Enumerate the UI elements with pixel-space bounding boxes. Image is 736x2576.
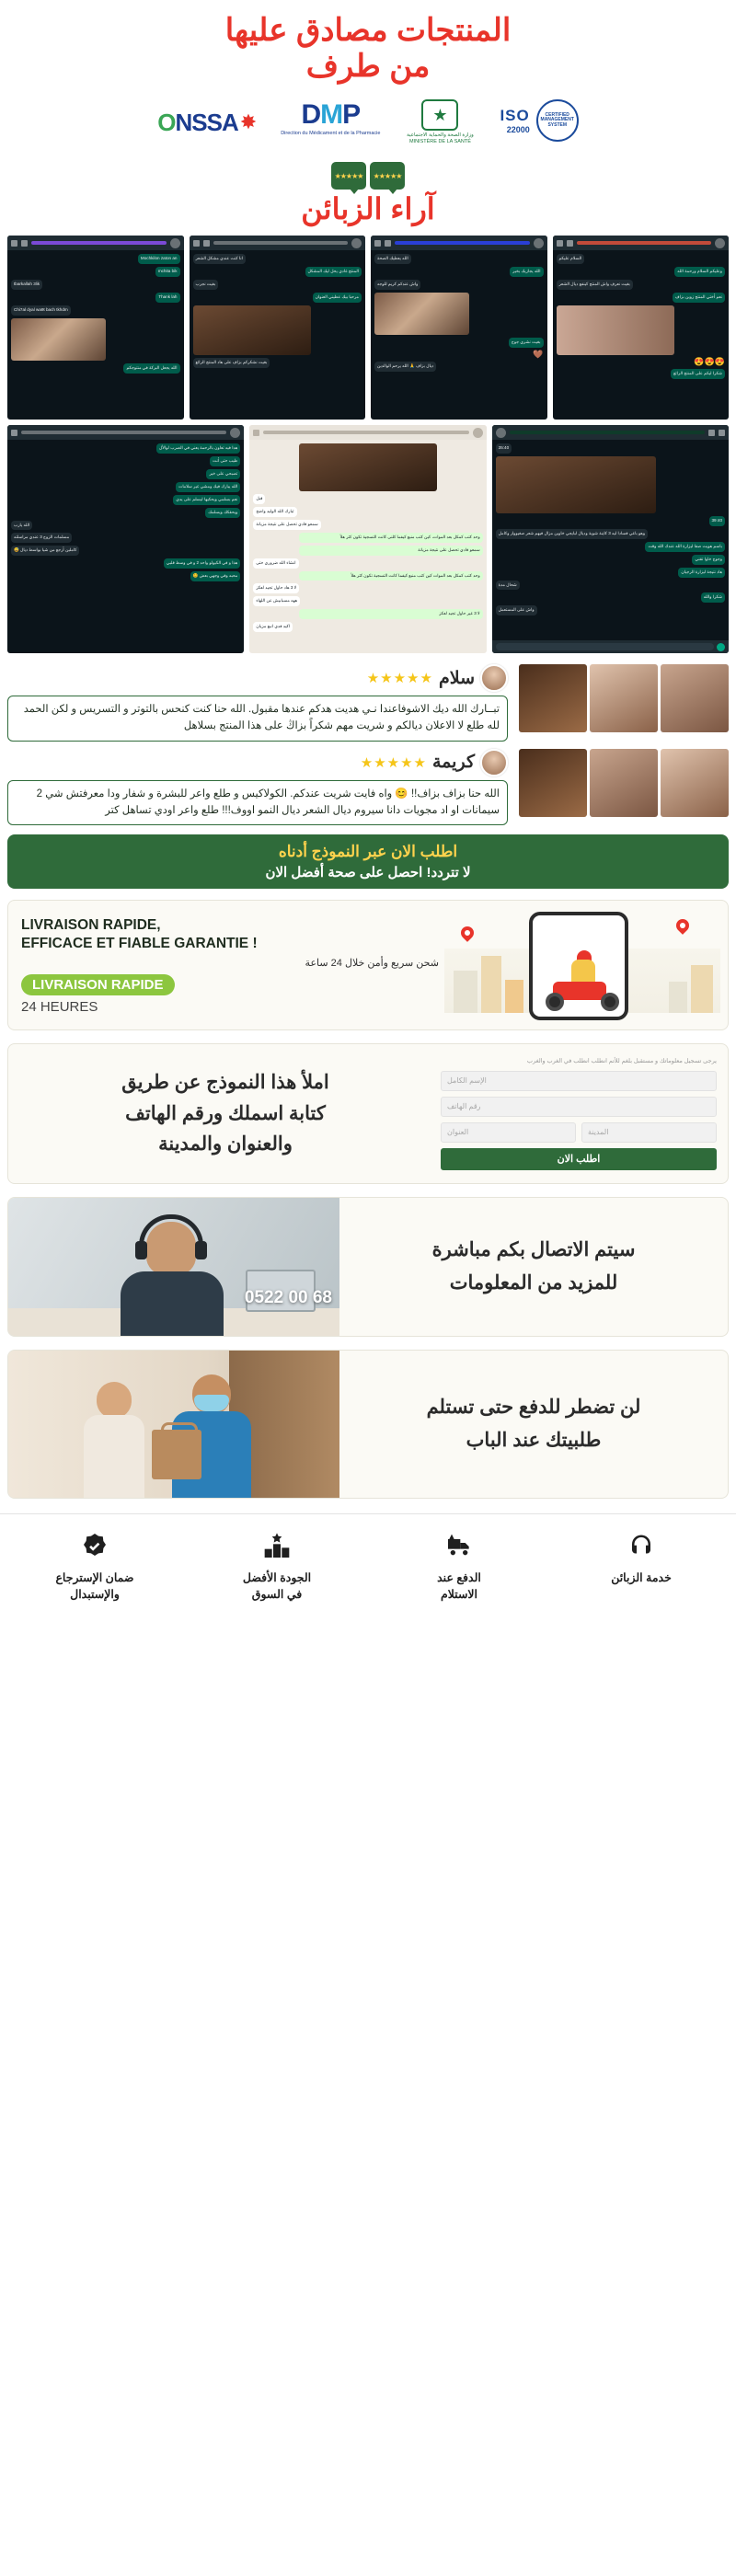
headset-icon <box>626 1531 657 1562</box>
testimonial-name: سلام <box>438 668 475 688</box>
chat-bubble: محبه وفي وجهي بعض 😊 <box>190 571 240 581</box>
onssa-letters-rest: NSSA <box>175 108 238 136</box>
chat-bubble: تصبحي على خير <box>206 469 240 479</box>
chat-screenshot-row <box>7 236 729 420</box>
city-field[interactable] <box>581 1122 717 1143</box>
address-placeholder: العنوان <box>447 1128 469 1137</box>
feature-label: في السوق <box>251 1588 303 1602</box>
feature-return-guarantee <box>6 1531 184 1604</box>
chat-bubble: ديال بزاف 🙏 الله يرحم الوالدين <box>374 362 436 372</box>
info-icon[interactable] <box>253 430 259 436</box>
full-name-placeholder: الإسم الكامل <box>447 1076 487 1086</box>
feature-label: الاستلام <box>440 1588 478 1602</box>
certifications-title <box>9 13 727 85</box>
chat-video-attachment[interactable] <box>496 456 657 513</box>
pod-content <box>8 1351 728 1498</box>
cta-line1: اطلب الان عبر النموذج أدناه <box>278 843 458 861</box>
chat-bubble: الله يارب <box>11 521 32 531</box>
testimonial-text: تبــارك الله ديك الاشوفاعندا نـي هديت هدكم عندها مقبول. الله حنا كنت كنحس بالتوتر و التسريس و لكن الحمد لله طلع لا الاعلان ديالكم و شريت مهم شكراً بزاڭ على هذا المنتج بسلاهل <box>7 696 508 742</box>
order-submit-button[interactable]: اطلب الان <box>441 1148 717 1170</box>
ministry-logo-text: وزارة الصحة والحماية الاجتماعية MINISTÈRE DE LA SANTÉ <box>407 132 474 145</box>
chat-image-attachment[interactable] <box>193 305 311 355</box>
order-form-heading <box>19 1067 431 1160</box>
message-input[interactable] <box>496 643 714 650</box>
avatar <box>351 238 362 248</box>
testimonial-card <box>7 664 729 742</box>
paper-bag-shape <box>152 1430 201 1479</box>
review-badge-icon <box>370 162 405 190</box>
phone-icon[interactable] <box>557 240 563 247</box>
testimonial-photo[interactable] <box>519 664 587 732</box>
form-row <box>441 1122 717 1148</box>
chat-screenshot-voice-notes[interactable] <box>492 425 729 653</box>
contact-text <box>339 1219 728 1314</box>
chat-bubble: نعم أختي المنتج زوين بزاف <box>673 293 725 303</box>
chat-bubble: كاملين أرجع من شيا بواسط ديال 😅 <box>11 546 79 556</box>
contact-content <box>8 1198 728 1336</box>
chat-bubble: 39:40 <box>709 516 726 526</box>
testimonial-photos <box>515 749 729 817</box>
contact-name-placeholder <box>263 431 468 434</box>
order-form-wrap <box>8 1044 728 1182</box>
chat-messages <box>7 440 244 585</box>
chat-bubble: انا كنت عندي مشكل الشعر <box>193 254 246 264</box>
chat-messages <box>249 440 486 636</box>
testimonial-photo[interactable] <box>519 749 587 817</box>
onssa-logo <box>157 99 257 145</box>
chat-emoji-reaction: 😍😍😍 <box>694 356 725 366</box>
delivery-arabic-text: شحن سريع وأمن خلال 24 ساعة <box>305 958 439 970</box>
chat-bubble: نعم بسلمي ويحكيها ليسلم على يدي <box>173 495 240 505</box>
onssa-word <box>157 109 237 137</box>
review-badges <box>0 162 736 190</box>
building-shape <box>669 982 687 1013</box>
certifications-title-line2: من طرف <box>305 49 431 85</box>
pod-title-line1: لن تضطر للدفع حتى تستلم <box>426 1396 641 1418</box>
chat-bubble: طيب حتى أنت <box>210 456 240 466</box>
whatsapp-topbar <box>7 425 244 440</box>
shield-check-icon <box>79 1531 110 1562</box>
video-call-icon[interactable] <box>21 240 28 247</box>
whatsapp-topbar <box>190 236 366 250</box>
review-badge-icon <box>331 162 366 190</box>
city-placeholder: المدينة <box>588 1128 609 1137</box>
video-call-icon[interactable] <box>11 430 17 436</box>
delivery-banner <box>7 900 729 1030</box>
wheel-shape <box>546 993 564 1011</box>
video-call-icon[interactable] <box>385 240 391 247</box>
chat-messages <box>371 250 547 374</box>
order-form-title-line1: املأ هذا النموذج عن طريق <box>121 1072 329 1094</box>
phone-icon[interactable] <box>719 430 725 436</box>
chat-bubble: شحال مدة <box>496 581 520 591</box>
building-shape <box>481 956 501 1013</box>
chat-bubble: المنتج غادي يحل ليك المشكل <box>305 267 362 277</box>
feature-label: والإستبدال <box>70 1588 120 1602</box>
agent-body-shape <box>121 1271 224 1336</box>
iso-word: ISO <box>500 107 530 125</box>
phone-field[interactable] <box>441 1097 717 1117</box>
pod-delivery-image <box>8 1351 339 1498</box>
delivery-content <box>8 901 728 1029</box>
delivery-title-line2: EFFICACE ET FIABLE GARANTIE ! <box>21 935 258 951</box>
video-call-icon[interactable] <box>708 430 715 436</box>
chat-bubble: بغيت نشكركم بزاف على هاد المنتج الرائع <box>193 358 270 368</box>
avatar <box>534 238 544 248</box>
feature-label: ضمان الإسترجاع <box>55 1570 134 1584</box>
contact-name-placeholder <box>395 241 530 245</box>
truck-icon <box>443 1531 475 1562</box>
chat-bubble: ههه مسبابيش عن اللهاء <box>253 596 300 606</box>
chat-screenshot-hand[interactable] <box>371 236 547 420</box>
chat-bubble: قبل <box>253 494 265 504</box>
delivery-illustration <box>444 910 720 1020</box>
testimonial-photo[interactable] <box>590 749 658 817</box>
contact-name-placeholder <box>577 241 712 245</box>
certifications-section <box>0 0 736 156</box>
pod-title-line2: طلبيتك عند الباب <box>466 1429 602 1451</box>
chat-image-attachment[interactable] <box>299 443 437 491</box>
delivery-title-line1: LIVRAISON RAPIDE, <box>21 916 161 933</box>
contact-name-placeholder <box>31 241 167 245</box>
testimonial-header <box>7 664 508 692</box>
testimonial-photo[interactable] <box>661 664 729 732</box>
iso-seal-text: CERTIFIED MANAGEMENT SYSTEM <box>540 111 574 128</box>
whatsapp-topbar <box>7 236 184 250</box>
face-mask-shape <box>194 1395 229 1411</box>
rating-stars: ★★★★★ <box>366 671 433 687</box>
video-call-icon[interactable] <box>203 240 210 247</box>
chat-screenshot-faces[interactable] <box>553 236 730 420</box>
reviews-header <box>0 156 736 236</box>
chat-bubble: وهو باغي فسادا ليه 3 كاينة شوية وديال لبايجي خاوين مزال فيهم شعر صغيووار وكامل <box>496 529 648 539</box>
chat-bubble: وجوج خاوا تقني <box>692 555 725 565</box>
chat-bubble: واش عندكم كريم للوجه <box>374 280 420 290</box>
chat-bubble: مسلمات الزوج 3 عندي مراسلته <box>11 533 72 543</box>
ministry-badge-icon: ★ <box>421 99 458 131</box>
feature-pay-on-delivery <box>370 1531 548 1604</box>
chat-bubble: وحد كتب كمكل بعد الموات كين كتب منبع كيفما كانت التسجية تكون كثر هلأ <box>299 571 482 581</box>
pod-text <box>339 1376 728 1471</box>
chat-screenshot-row <box>7 425 729 653</box>
dmp-logo <box>281 99 380 145</box>
avatar <box>715 238 725 248</box>
phone-icon[interactable] <box>11 240 17 247</box>
contact-title-line2: للمزيد من المعلومات <box>449 1271 618 1294</box>
dmp-subtitle: Direction du Médicament et de la Pharmacie <box>281 131 381 137</box>
testimonial-text: الله حنا بزاف بزاف!! 😊 واه فايت شريت عندكم. الكولاكيس و طلع واعر للبشرة و شفار ودا معرفتش شي 2 سيمانات او اد مجويات دانا سيروم ديال الشعر ديال النمو اووف!!! طلع واعر اودي تساهل كتر <box>7 780 508 826</box>
chat-bubble: وعليكم السلام ورحمة الله <box>674 267 725 277</box>
chat-bubble: هذا و في الكيولو واحد 2 و في وسط قلبي <box>164 558 241 569</box>
chat-bubble: شكرا والله <box>701 592 725 603</box>
building-shape <box>691 965 713 1013</box>
certifications-title-line1: المنتجات مصادق عليها <box>224 13 512 48</box>
contact-name-placeholder <box>510 431 705 434</box>
avatar <box>480 749 508 776</box>
pay-on-delivery-panel <box>7 1350 729 1499</box>
chat-bubble: شكرا ليكم على المنتج الرائع <box>671 369 725 379</box>
order-form[interactable] <box>441 1057 717 1169</box>
whatsapp-topbar <box>371 236 547 250</box>
chat-screenshot-green-bubbles[interactable] <box>7 425 244 653</box>
chat-bubble: لا 3 غير حاول تجيد لعكز <box>299 609 482 619</box>
review-badge-stars: ★★★★★ <box>334 171 363 180</box>
star-icon: ✸ <box>239 110 258 134</box>
avatar <box>473 428 483 438</box>
chat-messages <box>492 440 729 619</box>
form-note: يرجى تسجيل معلوماتك و مستقبل بلغم للأتم انطلب انطلب في الغرب والغرب <box>526 1058 717 1065</box>
testimonial-body <box>7 664 508 742</box>
chat-screenshot-scalp[interactable] <box>190 236 366 420</box>
onssa-letter-o: O <box>157 108 176 136</box>
chat-bubble: باسم هويت صفا ليزارة الله عندك الله وقت <box>645 542 725 552</box>
order-form-title-line2: كتابة اسملك ورقم الهاتف <box>125 1102 326 1124</box>
phone-icon[interactable] <box>374 240 381 247</box>
full-name-field[interactable] <box>441 1071 717 1091</box>
video-call-icon[interactable] <box>567 240 573 247</box>
contact-panel <box>7 1197 729 1337</box>
chat-messages <box>7 250 184 376</box>
building-shape <box>454 971 477 1013</box>
contact-name-placeholder <box>213 241 349 245</box>
chat-bubble: 35:40 <box>496 443 512 454</box>
chat-bubble: هدا فيه تعاون بالرحمة يعني في الصرب لوالأل <box>156 443 240 454</box>
chat-emoji-reaction: 🤎 <box>533 349 544 359</box>
chat-screenshot-latin[interactable] <box>7 236 184 420</box>
chat-image-attachment[interactable] <box>374 293 469 335</box>
feature-label: خدمة الزبائن <box>611 1570 672 1584</box>
chat-bubble: بغيت نعرف واش المنتج كينفع ديال الشعر <box>557 280 633 290</box>
location-pin-icon <box>458 925 477 943</box>
feature-best-quality <box>188 1531 366 1604</box>
order-form-panel <box>7 1043 729 1183</box>
delivery-badge: LIVRAISON RAPIDE <box>21 974 175 995</box>
chat-bubble: ئبارك الله الوليد واضح <box>253 507 296 517</box>
contact-agent-image <box>8 1198 339 1336</box>
testimonial-header <box>7 749 508 776</box>
podium-star-icon <box>261 1531 293 1562</box>
chat-screenshot-messenger[interactable] <box>249 425 486 653</box>
testimonials-section <box>0 659 736 825</box>
order-form-title-line3: والعنوان والمدينة <box>158 1133 293 1156</box>
chat-bubble: Thank lah <box>155 293 179 303</box>
feature-customer-service <box>552 1531 730 1604</box>
whatsapp-topbar <box>553 236 730 250</box>
dmp-word <box>301 99 360 131</box>
chat-bubble: واش على المستعمل <box>496 605 537 615</box>
delivery-text <box>16 916 439 1015</box>
dmp-letter-m: M <box>320 99 343 131</box>
chat-bubble: الله يعطيك الصحة <box>374 254 411 264</box>
chat-bubble: سمعو فادي تحصل على نتيجة مزيانة <box>253 520 320 530</box>
address-field[interactable] <box>441 1122 576 1143</box>
cta-banner[interactable] <box>7 834 729 889</box>
avatar <box>496 428 506 438</box>
building-shape <box>505 980 523 1013</box>
avatar <box>170 238 180 248</box>
iso-number: 22000 <box>506 125 530 135</box>
cta-line2: لا تتردد! احصل على صحة أفضل الان <box>265 865 471 881</box>
customer-head-shape <box>97 1382 132 1419</box>
testimonial-photos <box>515 664 729 732</box>
chat-bubble: سمعو فادي تحصل على نتيجة مزيانة <box>299 546 482 556</box>
chat-bubble: اكيد فدي انبع مزيان <box>253 622 293 632</box>
location-pin-icon <box>673 917 692 936</box>
testimonial-card <box>7 749 729 826</box>
phone-icon[interactable] <box>193 240 200 247</box>
contact-name-placeholder <box>21 431 226 434</box>
chat-bubble: بغيت نشري جوج <box>509 338 544 348</box>
chat-bubble: السلام عليكم <box>557 254 585 264</box>
ministry-health-logo <box>404 99 476 145</box>
certification-logos <box>9 99 727 151</box>
wheel-shape <box>601 993 619 1011</box>
chat-input-bar[interactable] <box>492 640 729 653</box>
dmp-letter-p: P <box>342 99 361 131</box>
contact-phone-number[interactable]: 0522 00 68 <box>244 1287 332 1307</box>
phone-placeholder: رقم الهاتف <box>447 1102 481 1111</box>
customer-body-shape <box>84 1415 144 1498</box>
iso-logo <box>500 99 578 145</box>
feature-label: الجودة الأفضل <box>242 1570 312 1584</box>
chat-messages <box>190 250 366 371</box>
rating-stars: ★★★★★ <box>360 754 427 771</box>
reviews-title: آراء الزبائن <box>301 192 435 226</box>
chat-image-attachment[interactable] <box>557 305 674 355</box>
chat-bubble: هاد نتيجة ليزارة الرجيان <box>678 568 725 578</box>
chat-bubble: الله يجعل البركة في منتوجكم <box>123 363 179 374</box>
testimonial-photo[interactable] <box>590 664 658 732</box>
scooter-illustration <box>540 954 625 1011</box>
review-badge-stars: ★★★★★ <box>373 171 402 180</box>
chat-image-attachment[interactable] <box>11 318 106 361</box>
delivery-hours: 24 HEURES <box>21 999 98 1016</box>
chat-bubble: لا 3 هاد حاول تجيد لعكز <box>253 583 299 593</box>
avatar <box>480 664 508 692</box>
chat-screenshots-gallery <box>0 236 736 653</box>
testimonial-name: كريمة <box>432 753 475 773</box>
chat-bubble: بغيت نجرب <box>193 280 219 290</box>
chat-bubble: Chi7al dyal wa9t bach tkhdm <box>11 305 71 316</box>
chat-bubble: مرحبا بيك عطيني العنوان <box>313 293 362 303</box>
chat-bubble: tbarkallah 3lik <box>11 280 42 290</box>
contact-title-line1: سيتم الاتصال بكم مباشرة <box>431 1238 636 1260</box>
whatsapp-topbar <box>492 425 729 440</box>
messenger-topbar <box>249 425 486 440</box>
avatar <box>230 428 240 438</box>
feature-label: الدفع عند <box>437 1570 481 1584</box>
send-icon[interactable] <box>717 643 725 651</box>
footer-features <box>0 1513 736 1625</box>
chat-bubble: الله يجازيك بخير <box>510 267 543 277</box>
chat-bubble: انشاء الله ضروري حتى <box>253 558 298 569</box>
testimonial-photo[interactable] <box>661 749 729 817</box>
chat-bubble: Mochkilon zaton an <box>138 254 180 264</box>
testimonial-body <box>7 749 508 826</box>
iso-seal-icon <box>536 99 579 142</box>
chat-bubble: وحد كتب كمكل بعد الموات، كين كتب منبع كيفما كلنى كانت التسجية تكون كثر هلأ <box>299 533 482 543</box>
dmp-letter-d: D <box>301 99 321 131</box>
chat-bubble: ويحقكك ويسلمك <box>205 508 240 518</box>
chat-bubble: mchita bik <box>155 267 180 277</box>
chat-bubble: الله يبارك فيك ومشي غير سلامات <box>176 482 240 492</box>
chat-messages <box>553 250 730 382</box>
